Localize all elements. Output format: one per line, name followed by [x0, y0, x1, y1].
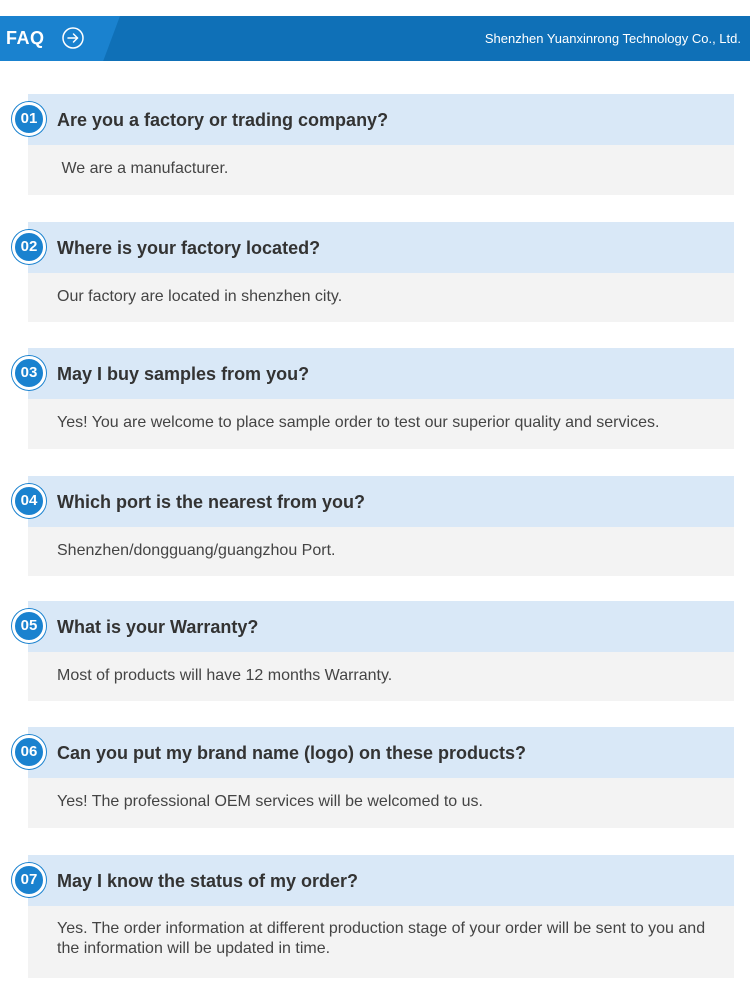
answer-text: Yes! You are welcome to place sample order to test our superior quality and services.: [57, 414, 660, 431]
question-text: What is your Warranty?: [57, 617, 259, 637]
question-bar: [28, 222, 734, 273]
page-title: FAQ: [6, 28, 45, 48]
answer-box: [28, 273, 734, 322]
answer-text: We are a manufacturer.: [57, 160, 229, 177]
question-bar: [28, 476, 734, 527]
number-badge: 05: [12, 609, 46, 643]
answer-text: Shenzhen/dongguang/guangzhou Port.: [57, 542, 336, 559]
answer-box: [28, 145, 734, 195]
number-badge: 06: [12, 735, 46, 769]
answer-text: Yes! The professional OEM services will be welcomed to us.: [57, 793, 483, 810]
answer-box: [28, 652, 734, 701]
answer-text: Most of products will have 12 months Warranty.: [57, 667, 393, 684]
question-bar: [28, 601, 734, 652]
answer-box: [28, 906, 734, 978]
number-badge: 01: [12, 102, 46, 136]
question-bar: [28, 727, 734, 778]
question-text: Can you put my brand name (logo) on these products?: [57, 743, 527, 763]
answer-box: [28, 778, 734, 828]
answer-box: [28, 527, 734, 576]
answer-text: Yes. The order information at different production stage of your order will be sent to you and the information will be updated in time.: [57, 920, 706, 957]
question-bar: [28, 348, 734, 399]
question-text: May I buy samples from you?: [57, 364, 310, 384]
number-badge: 02: [12, 230, 46, 264]
question-bar: [28, 94, 734, 145]
number-badge: 07: [12, 863, 46, 897]
answer-text: Our factory are located in shenzhen city.: [57, 288, 343, 305]
number-badge: 04: [12, 484, 46, 518]
question-text: Which port is the nearest from you?: [57, 492, 366, 512]
answer-box: [28, 399, 734, 449]
number-badge: 03: [12, 356, 46, 390]
question-bar: [28, 855, 734, 906]
company-name: Shenzhen Yuanxinrong Technology Co., Ltd.: [484, 31, 741, 46]
question-text: Are you a factory or trading company?: [57, 110, 389, 130]
question-text: Where is your factory located?: [57, 238, 321, 258]
question-text: May I know the status of my order?: [57, 871, 359, 891]
